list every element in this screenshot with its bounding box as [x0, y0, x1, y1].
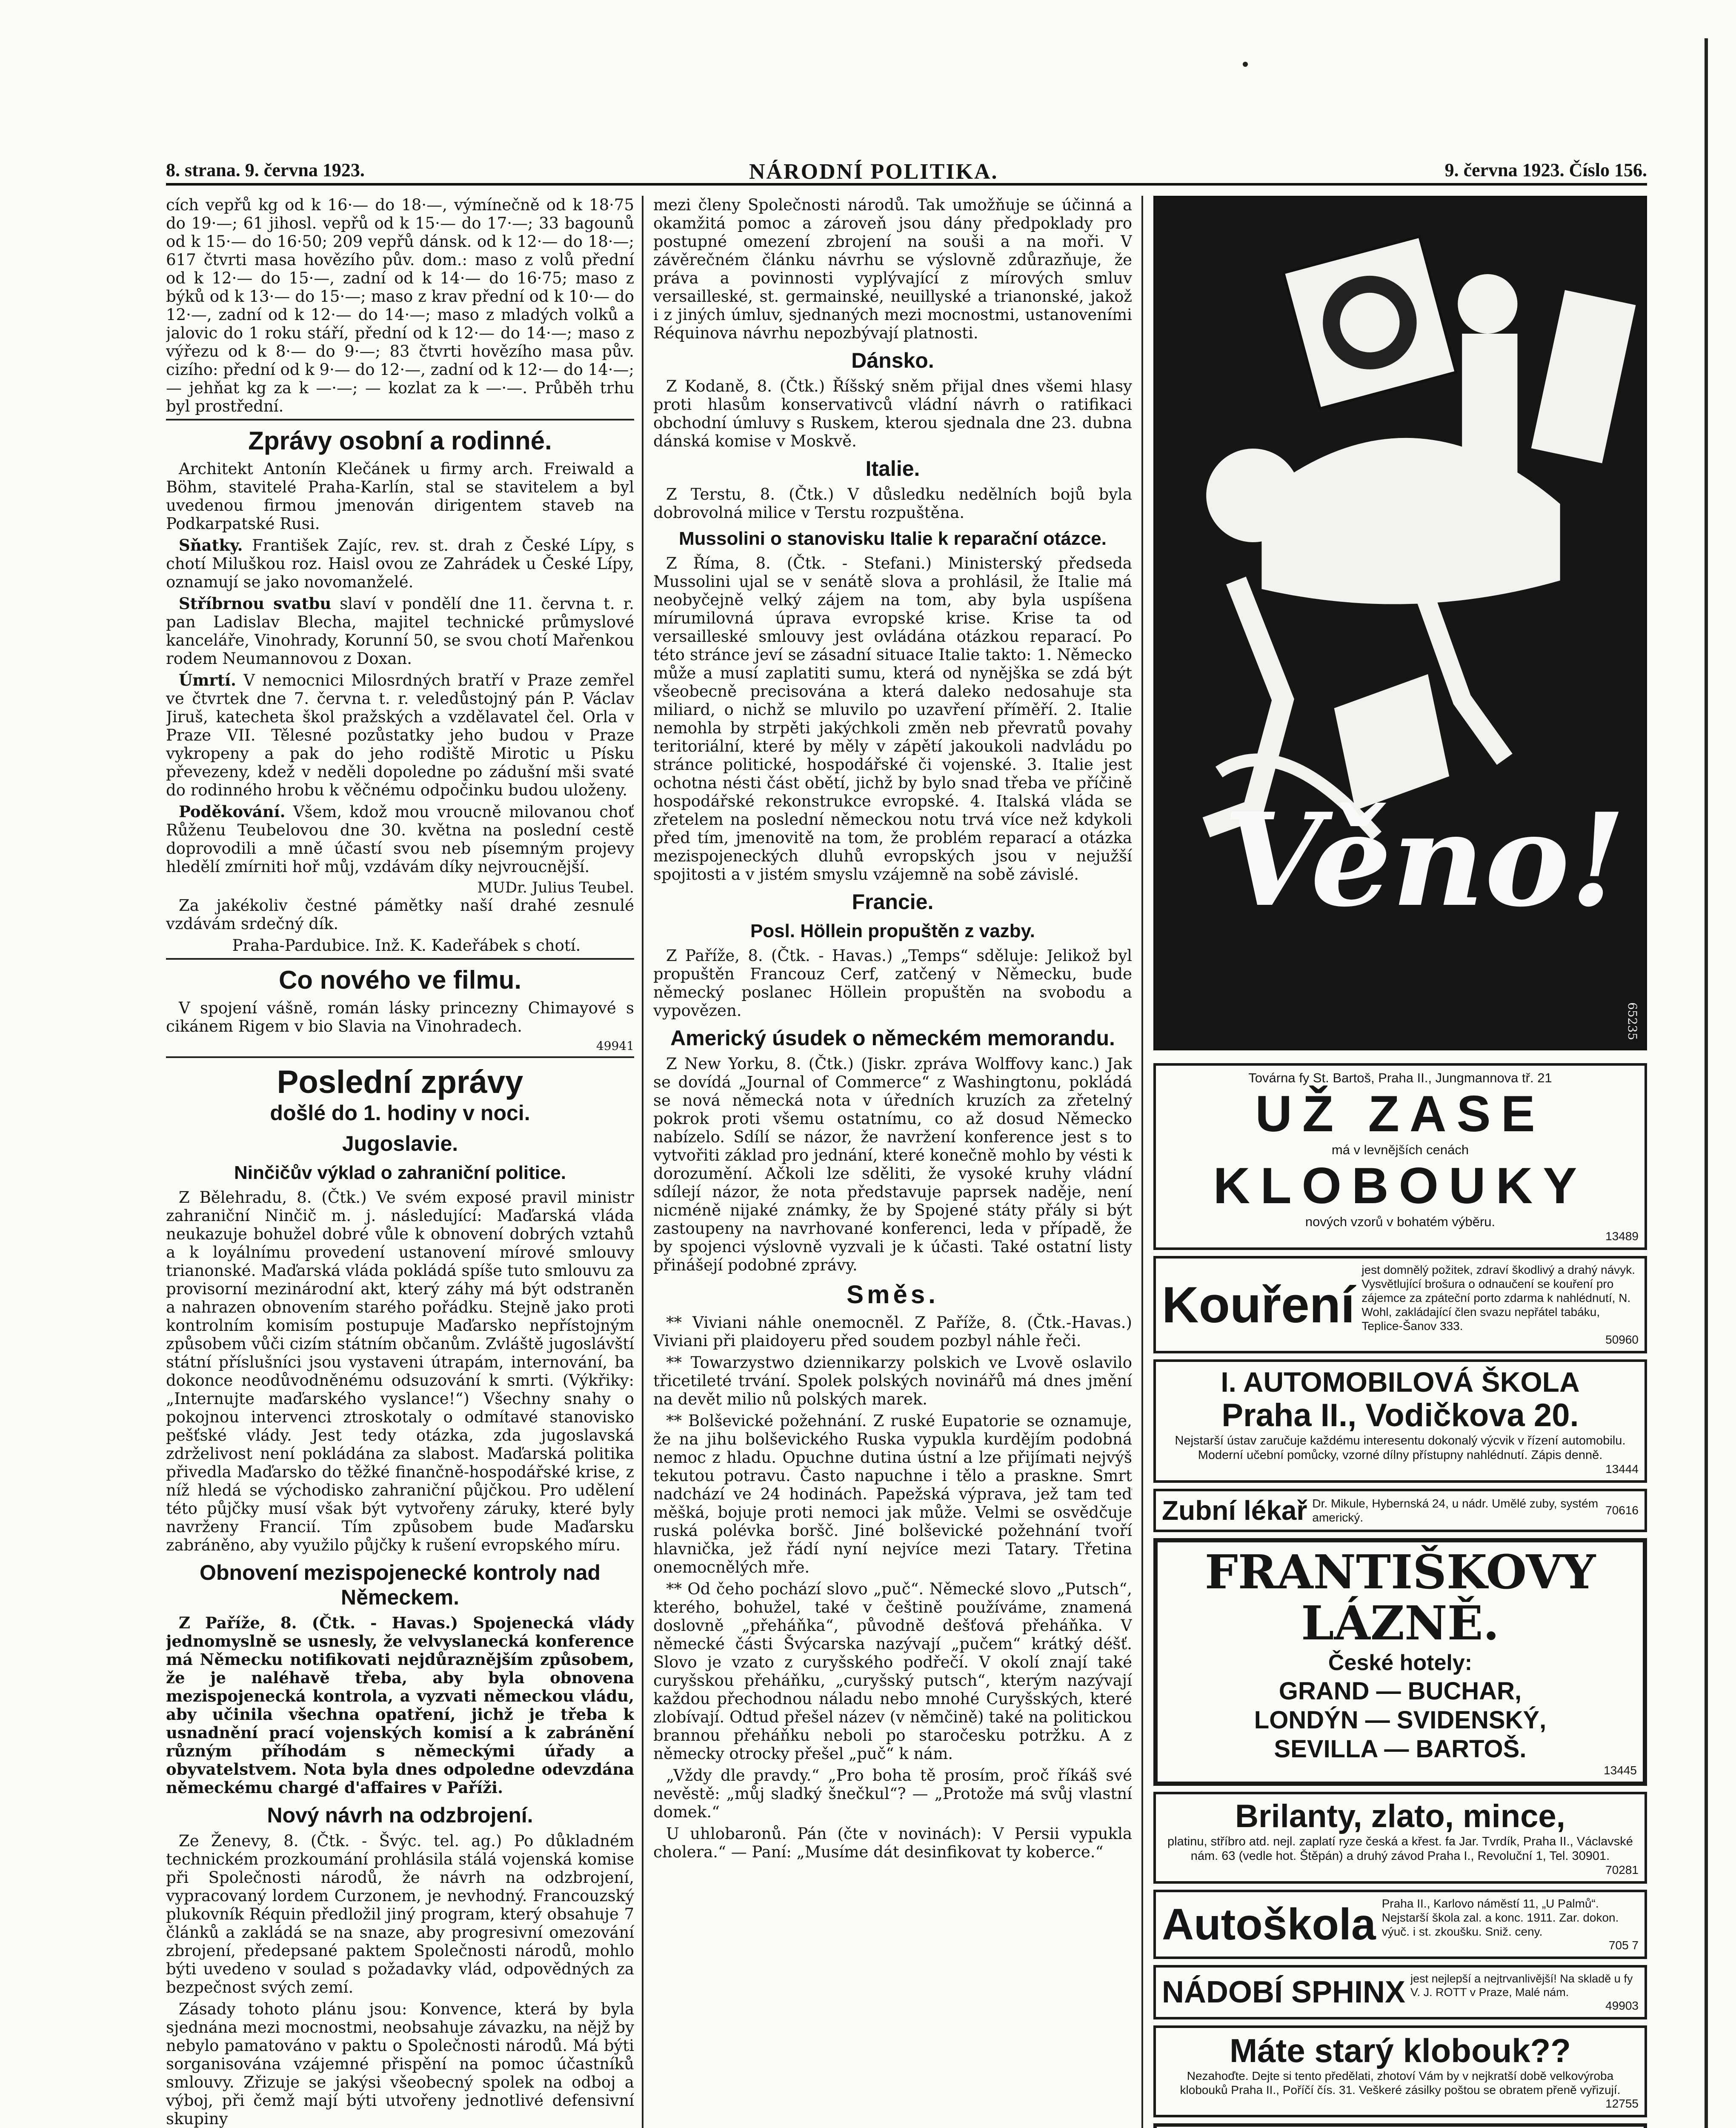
- ad-text: nových vzorů v bohatém výběru.: [1305, 1214, 1496, 1229]
- yugoslavia-heading: Jugoslavie.: [342, 1132, 458, 1156]
- diamonds-ad: [1153, 1792, 1647, 1884]
- hats-ad: [1153, 1063, 1647, 1250]
- ad-headline: KLOBOUKY: [1213, 1157, 1587, 1214]
- film-heading: Co nového ve filmu.: [278, 966, 522, 994]
- ad-code: 49903: [1605, 1999, 1639, 2012]
- ad-headline: Brilanty, zlato, mince,: [1235, 1798, 1565, 1834]
- personal-news-paragraph: Stříbrnou svatbu slaví v pondělí dne 11. června t. r. pan Ladislav Blecha, majitel technické průmyslové kanceláře, Vinohrady, Korunní 50, se svou chotí Mařenkou rodem Neumannovou z Doxan.: [166, 594, 634, 668]
- ad-line: LONDÝN — SVIDENSKÝ,: [1254, 1706, 1547, 1734]
- personal-news-paragraph: Poděkování. Všem, kdož mou vroucně milovanou choť Růženu Teubelovou dne 30. května na poslední cestě doprovodili a mně účastí svou neb písemným projevy hledělí zmírniti hoř můj, vzdávám díky nejvroucnější.: [166, 802, 634, 876]
- frantiskovy-lazne-ad: [1153, 1538, 1647, 1786]
- ad-headline: I. AUTOMOBILOVÁ ŠKOLA: [1221, 1366, 1580, 1398]
- dentist-ad: [1153, 1489, 1647, 1532]
- ad-headline: UŽ ZASE: [1255, 1085, 1545, 1142]
- ad-text: Praha II., Karlovo náměstí 11, „U Palmů“. Nejstarší škola zal. a konc. 1911. Zar. dokon. výuč. i st. zkoušku. Sniž. ceny.: [1381, 1897, 1619, 1938]
- control-heading: Obnovení mezispojenecké kontroly nad Německem.: [200, 1561, 601, 1609]
- miscellany-item: ** Towarzystwo dziennikarzy polskich ve Lvově oslavilo třicetileté trvání. Spolek polských novinářů má dnes jmění na devět milio nů polských marek.: [653, 1353, 1132, 1408]
- personal-news-paragraph: Praha-Pardubice. Inž. K. Kadeřábek s chotí.: [232, 936, 581, 955]
- ad-headline: FRANTIŠKOVY: [1204, 1545, 1596, 1599]
- ad-headline: Praha II., Vodičkova 20.: [1221, 1397, 1579, 1433]
- newspaper-page: [166, 157, 1647, 2128]
- column-rule-1: [642, 196, 643, 2128]
- miscellany-item: ** Od čeho pochází slovo „puč“. Německé slovo „Putsch“, kterého, bohužel, také v češtině používáme, znamená doslovně „přeháňka“, původně dešťová přeháňka. V německé části Švýcarska nazývají „pučem“ krátký déšť. Slovo je vzato z curyšského podřečí. V okolí znají také curyšskou přeháňku, „curyšský putsch“, kterým nazývají každou přechodnou náladu nebo mnohé Curyšských, které zlobívají. Odtud přešel název (v němčině) také na politickou brannou přeháňku neboli po staročesku potržku. A z německy otrocky přešel „puč“ k nám.: [653, 1580, 1132, 1763]
- italy-text: Z Terstu, 8. (Čtk.) V důsledku nedělních bojů byla dobrovolná milice v Terstu rozpuštěna.: [653, 485, 1132, 522]
- veno-illustration-ad: [1153, 196, 1647, 1050]
- column-1: [166, 196, 634, 2128]
- ad-text: platinu, stříbro atd. nejl. zaplatí ryze česká a křest. fa Jar. Tvrdík, Praha II., Václavské nám. 63 (vedle hot. Štěpán) a druhý závod Praha I., Revoluční 1, Tel. 30901.: [1167, 1835, 1633, 1863]
- divider: [166, 958, 634, 960]
- ad-code: 70616: [1605, 1504, 1639, 1517]
- denmark-heading: Dánsko.: [851, 349, 934, 372]
- smoking-ad: [1153, 1256, 1647, 1353]
- ad-code: 705 7: [1608, 1939, 1639, 1952]
- yugoslavia-subheading: Ninčičův výklad o zahraniční politice.: [234, 1162, 566, 1183]
- driving-school-ad: [1153, 1359, 1647, 1483]
- divider: [166, 419, 634, 420]
- ad-text: Dr. Mikule, Hybernská 24, u nádr. Umělé zuby, systém americký.: [1312, 1497, 1599, 1524]
- france-text: Z Paříže, 8. (Čtk. - Havas.) „Temps“ sděluje: Jelikož byl propuštěn Francouz Cerf, zatčený v Německu, bude německý poslanec Höllein propuštěn na svobodu a vypovězen.: [653, 947, 1132, 1020]
- usa-heading: Americký úsudek o německém memorandu.: [670, 1026, 1115, 1050]
- ad-headline: LÁZNĚ.: [1301, 1596, 1499, 1650]
- personal-news-paragraph: Úmrtí. V nemocnici Milosrdných bratří v Praze zemřel ve čtvrtek dne 7. června t. r. veledůstojný pán P. Václav Jiruš, katecheta škol pražských a vzdělavatel čel. Orla v Praze VII. Tělesné pozůstatky jeho budou v Praze vykropeny a pak do jeho rodiště Mirotic u Písku převezeny, kdež v neděli dopoledne po zádušní mši svaté do rodinného hrobu k věčnému odpočinku budou uloženy.: [166, 671, 634, 799]
- yugoslavia-text: Z Bělehradu, 8. (Čtk.) Ve svém exposé pravil ministr zahraniční Ninčič m. j. následující: Maďarská vláda neukazuje bohužel dobré vůle k obnovení dobrých vztahů a k loyálnímu provedení ustanovení mírové smlouvy trianonské. Maďarská vláda pokládá spíše tuto smlouvu za provisorní mezinárodní akt, který záhy má být odstraněn a nahrazen obnovením starého pořádku. Stejně jako proti kontrolním komisím postupuje Maďarsko nepřístojným způsobem vůči cizím státním občanům. Zvláště jugoslávští státní příslušníci jsou vystaveni útrapám, internování, ba dokonce neodůvodněnému odsuzování k smrti. (Výkřiky: „Internujte maďarského vyslance!“) Všechny snahy o pokojnou intervenci ztroskotaly o odmítavé stanovisko pešťské vlády. Jest tedy otázka, zda jugoslavská zdrželivost není pokládána za slabost. Maďarská politika přivedla Maďarsko do těžké finančně-hospodářské krise, z níž hledá se východisko zahraniční půjčkou. Pro udělení této půjčky musí však být vytvořeny záruky, které byly navrženy Francií. Tím způsobem bude Maďarsku zabráněno, aby využilo půjčky k rušení evropského míru.: [166, 1188, 634, 1554]
- italy-heading: Italie.: [865, 457, 920, 481]
- disarmament-text: Ze Ženevy, 8. (Čtk. - Švýc. tel. ag.) Po důkladném technickém prozkoumání prohlásila stálá vojenská komise při Společnosti národů, že návrh na odzbrojení, vypracovaný lordem Curzonem, je nevhodný. Francouzský plukovník Réquin předložil jiný program, který obsahuje 7 článků a zakládá se na snaze, aby progresivní omezování zbrojení, předepsané paktem Společnosti národů, mohlo býti uvedeno v soulad s požadavky vlád, odpovědných za bezpečnost svých zemí.: [166, 1832, 634, 1996]
- divider: [166, 1056, 634, 1058]
- france-heading: Francie.: [852, 890, 934, 914]
- ad-line: GRAND — BUCHAR,: [1278, 1677, 1522, 1705]
- illustration-lettering: Věno!: [1223, 785, 1626, 935]
- ad-code: 50960: [1605, 1333, 1639, 1346]
- ad-text: Nejstarší ústav zaručuje každému interesentu dokonalý výcvik v řízení automobilu. Moderní učební pomůcky, vzorné dílny přístupny nahlédnutí. Zápis denně.: [1175, 1434, 1626, 1462]
- mussolini-text: Z Říma, 8. (Čtk. - Stefani.) Ministerský předseda Mussolini ujal se v senátě slova a prohlásil, že Italie má neobyčejně velký zájem na tom, aby byla uspíšena mírumilovná úprava evropské krise. Krise ta od versailleské smlouvy jest ovládána otázkou reparací. Po této stránce jeví se zásadní situace Italie takto: 1. Německo může a musí zaplatiti sumu, která od nynějška se zdá být všeobecně precisována a která daleko nedosahuje sta miliard, o nichž se mluvilo po uzavření příměří. 2. Italie nemohla by strpěti jakýchkoli změn neb převratů povahy teritoriální, které by měly v zápětí jakoukoli nadvládu po stránce politické, hospodářské či vojenské. 3. Italie jest ochotna nésti část obětí, jichž by bylo snad třeba ve příčině hospodářské rekonstrukce evropské. 4. Italská vláda se zřetelem na poslední německou notu trvá více než kdykoli před tím, jmenovitě na tom, že problém reparací a otázka mezispojeneckých dluhů evropských jsou v nejužší spojitosti a v jistém smyslu vzájemně na sobě závislé.: [653, 554, 1132, 884]
- mussolini-heading: Mussolini o stanovisku Italie k reparační otázce.: [679, 528, 1107, 549]
- header-right: 9. června 1923. Číslo 156.: [1444, 160, 1647, 180]
- column-3-ads: [1153, 196, 1647, 2128]
- pistany-spa-ad: [1153, 2123, 1647, 2128]
- film-text: V spojení vášně, román lásky princezny Chimayové s cikánem Rigem v bio Slavia na Vinohradech.: [166, 999, 634, 1035]
- market-report-text: cích vepřů kg od k 16·— do 18·—, výmínečně od k 18·75 do 19·—; 61 jihosl. vepřů od k 15·— do 17·—; 33 bagounů od k 15·— do 16·50; 209 vepřů dánsk. od k 12·— do 18·—; 617 čtvrti masa hovězího pův. dom.: maso z volů přední od k 12·— do 15·—, zadní od k 14·— do 16·75; maso z býků od k 13·— do 15·—; maso z krav přední od k 10·— do 12·—, zadní od k 12·— do 14·—; maso z mladých volků a jalovic do 1 roku stáří, přední od k 12·— do 14·—; maso z výřezu od k 8·— do 9·—; 83 čtvrti hovězího masa pův. cizího: přední od k 9·— do 12·—, zadní od k 12·— do 14·—; — jehňat kg za k —·—; — kozlat za k —·—. Průběh trhu byl prostřední.: [166, 196, 634, 415]
- ad-text: má v levnějších cenách: [1331, 1142, 1469, 1157]
- france-subheading: Posl. Höllein propuštěn z vazby.: [750, 921, 1035, 941]
- miscellany-item: U uhlobaronů. Pán (čte v novinách): V Persii vypukla cholera.“ — Paní: „Musíme dát desinfikovat ty koberce.“: [653, 1825, 1132, 1861]
- miscellany-item: ** Bolševické požehnání. Z ruské Eupatorie se oznamuje, že na jihu bolševického Ruska vypukla kurdějím podobná nemoc z hladu. Opuchne dutina ústní a lze přijímati nejvýš tekutou potravu. Často napuchne i tělo a praskne. Smrt nadchází ve 24 hodinách. Papežská výprava, jež tam teď měšká, bojuje proti nemoci jak může. Velmi se osvědčuje ruská polévka boršč. Jiné bolševické požehnání tvoří hlavnička, jež řádí nyní nejvíce mezi Tatary. Třetina onemocnělých mře.: [653, 1412, 1132, 1576]
- signature: MUDr. Julius Teubel.: [477, 879, 634, 896]
- ad-code: 13489: [1605, 1230, 1639, 1243]
- personal-news-paragraph: Za jakékoliv čestné pámětky naší drahé zesnulé vzdávám srdečný dík.: [166, 896, 634, 933]
- ad-text: Továrna fy St. Bartoš, Praha II., Jungmannova tř. 21: [1248, 1070, 1552, 1085]
- ad-text: jest domnělý požitek, zdraví škodlivý a drahý návyk. Vysvětlující brošura o odnaučení se kouření pro zájemce za zpáteční porto zdarma k nahlédnutí, N. Wohl, zakládající člen svazu nepřátel tabáku, Teplice-Šanov 333.: [1361, 1263, 1636, 1333]
- ad-headline: Máte starý klobouk??: [1230, 2032, 1571, 2069]
- ad-line: SEVILLA — BARTOŠ.: [1274, 1735, 1527, 1763]
- print-speck: [1243, 62, 1248, 67]
- ad-subheadline: České hotely:: [1328, 1650, 1473, 1675]
- disarmament-continued-text: mezi členy Společnosti národů. Tak umožňuje se účinná a okamžitá pomoc a zároveň jsou dány předpoklady pro postupné omezení zbrojení na souši a na moři. V závěrečném článku návrhu se výslovně zdůrazňuje, že práva a povinnosti vyplývající z mírových smluv versailleské, st. germainské, neuillyské a trianonské, jakož i z jiných úmluv, sjednaných mezi mocnostmi, ustanoveními Réquinova návrhu nepozbývají platnosti.: [653, 196, 1132, 342]
- ad-code: 13444: [1605, 1462, 1639, 1476]
- ad-headline: NÁDOBÍ SPHINX: [1162, 1975, 1406, 2009]
- old-hat-ad: [1153, 2025, 1647, 2117]
- ad-text: jest nejlepší a nejtrvanlivější! Na skladě u fy V. J. ROTT v Praze, Malé nám.: [1410, 1972, 1633, 1999]
- masthead-title: NÁRODNÍ POLITIKA.: [749, 160, 998, 184]
- disarmament-heading: Nový návrh na odzbrojení.: [267, 1803, 533, 1827]
- ad-headline: Zubní lékař: [1162, 1495, 1307, 1526]
- page-header: [166, 157, 1647, 186]
- column-2: [653, 196, 1132, 1865]
- ad-code: 65235: [1625, 1002, 1639, 1040]
- autoskola-ad: [1153, 1890, 1647, 1959]
- ad-headline: Autoškola: [1162, 1899, 1376, 1949]
- disarmament-text: Zásady tohoto plánu jsou: Konvence, která by byla sjednána mezi mocnostmi, neobsahuje závazku, na nějž by nebylo pamatováno v paktu o Společnosti národů. Má býti sorganisována vzájemné přispění na pomoc účastníků smlouvy. Zřizuje se jakýsi všeobecný spolek na odboj a výboj, při čemž mají býti utvořeny jednotlivé defensivní skupiny: [166, 2000, 634, 2128]
- ad-code: 12755: [1605, 2097, 1639, 2110]
- miscellany-item: „Vždy dle pravdy.“ „Pro boha tě prosím, proč říkáš své nevěstě: „můj sladký šnečkul“? — „Protože má svůj vlastní domek.“: [653, 1766, 1132, 1821]
- miscellany-heading: Směs.: [847, 1280, 939, 1309]
- page-edge-rule: [1705, 38, 1708, 2128]
- denmark-text: Z Kodaně, 8. (Čtk.) Říšský sněm přijal dnes všemi hlasy proti hlasům konservativců vládní návrh o ratifikaci obchodní úmluvy s Ruskem, kterou sjednala dne 23. dubna dánská komise v Moskvě.: [653, 377, 1132, 450]
- ad-code: 49941: [596, 1039, 634, 1053]
- ad-text: Nezahoďte. Dejte si tento předělati, zhotoví Vám by v nejkratší době velkovýroba klobouků Praha II., Poříčí čís. 31. Veškeré zásilky poštou se obratem přeně vyřizují.: [1180, 2069, 1621, 2097]
- ad-headline: Kouření: [1162, 1276, 1355, 1333]
- column-rule-2: [1141, 196, 1143, 2128]
- personal-news-heading: Zprávy osobní a rodinné.: [248, 426, 552, 455]
- personal-news-paragraph: Architekt Antonín Klečánek u firmy arch. Freiwald a Böhm, stavitelé Praha-Karlín, stal se stavitelem a byl uvedenou firmou jmenován dirigentem staveb na Podkarpatské Rusi.: [166, 460, 634, 533]
- latest-news-subheading: došlé do 1. hodiny v noci.: [270, 1101, 530, 1125]
- miscellany-item: ** Viviani náhle onemocněl. Z Paříže, 8. (Čtk.-Havas.) Viviani při plaidoyeru před soudem pozbyl náhle řeči.: [653, 1313, 1132, 1350]
- control-text: Z Paříže, 8. (Čtk. - Havas.) Spojenecká vlády jednomyslně se usnesly, že velvyslanecká konference má Německu notifikovati nejdůraznějším způsobem, že je naléhavě třeba, aby byla obnovena mezispojenecká kontrola, a vyzvati německou vládu, aby učinila všechna opatření, jichž je třeba k usnadnění prací vojenských komisí a k zabránění různým příhodám s německými úřady a obyvatelstvem. Nota byla dnes odpoledne odevzdána německému chargé d'affaires v Paříži.: [166, 1613, 634, 1797]
- ad-code: 13445: [1604, 1764, 1637, 1777]
- ad-code: 70281: [1605, 1863, 1639, 1876]
- header-left: 8. strana. 9. června 1923.: [166, 160, 365, 180]
- personal-news-paragraph: Sňatky. František Zajíc, rev. st. drah z České Lípy, s chotí Miluškou roz. Haisl ovou ze Zahrádek u České Lípy, oznamují se jako novomanželé.: [166, 536, 634, 591]
- sphinx-cookware-ad: [1153, 1965, 1647, 2019]
- latest-news-heading: Poslední zprávy: [277, 1064, 523, 1100]
- usa-text: Z New Yorku, 8. (Čtk.) (Jiskr. zpráva Wolffovy kanc.) Jak se dovídá „Journal of Commerce“ z Washingtonu, pokládá se nová německá nota v úředních kruzích za zřetelný pokrok proti všemu ostatnímu, co až dosud Německo nabízelo. Sdílí se názor, že navržení konference jest s to vytvořiti základ pro jednání, které konečně mohlo by vésti k dorozumění. Ačkoli lze sděliti, že vysoké kruhy vládní sdílejí názor, že nota představuje paprsek naděje, není nicméně nijaké známky, že by Spojené státy přály si být zastoupeny na navrhované konferenci, leda v případě, že by spojenci výslovně vyzvali je k účasti. Také ostatní listy přinášejí podobné zprávy.: [653, 1055, 1132, 1274]
